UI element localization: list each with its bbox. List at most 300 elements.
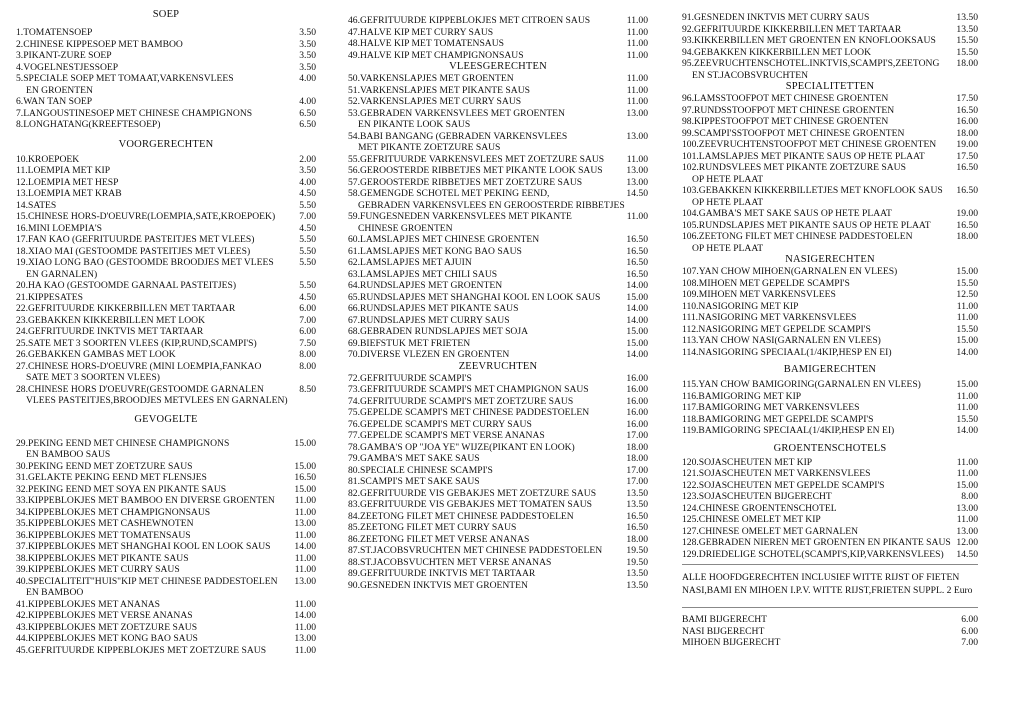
menu-column-2 [348,0,648,591]
dish-price: 13.00 [956,525,978,537]
dish-name: 112.NASIGORING MET GEPELDE SCAMPI'S [682,323,871,335]
menu-item [348,557,648,569]
dish-name: 88.ST.JACOBSVUCHTEN MET VERSE ANANAS [348,556,552,568]
menu-item [16,633,316,645]
dish-name: 10.KROEPOEK [16,153,80,165]
dish-price: 18.00 [956,127,978,139]
dish-price: 16.50 [294,472,316,483]
dish-name: 106.ZEETONG FILET MET CHINESE PADDESTOELEN [682,231,913,242]
menu-item [16,576,316,588]
dish-price: 11.00 [626,96,648,107]
dish-price: 3.50 [299,165,316,176]
dish-name: 57.GEROOSTERDE RIBBETJES MET ZOETZURE SAUS [348,176,583,188]
dish-name: 14.SATES [16,199,57,211]
menu-item [16,495,316,507]
dish-name: 93.KIKKERBILLEN MET GROENTEN EN KNOFLOOKSAUS [682,35,936,46]
dish-name: 65.RUNDSLAPJES MET SHANGHAI KOOL EN LOOK SAUS [348,291,601,303]
menu-item [348,38,648,50]
dish-name: 6.WAN TAN SOEP [16,96,93,107]
dish-name: 50.VARKENSLAPJES MET GROENTEN [348,73,514,84]
menu-item [16,461,316,473]
menu-item [16,472,316,484]
dish-price: 14.00 [626,303,648,314]
menu-column-3 [682,0,978,649]
dish-price: 16.50 [626,510,648,522]
dish-price: 11.00 [626,38,648,49]
menu-item [16,39,316,51]
menu-item [348,303,648,315]
dish-price: 11.00 [956,468,978,479]
dish-price: 17.50 [956,150,978,162]
dish-name: 34.KIPPEBLOKJES MET CHAMPIGNONSAUS [16,506,211,518]
dish-name: 40.SPECIALITEIT"HUIS"KIP MET CHINESE PADDESTOELEN [16,575,278,587]
dish-price: 6.50 [299,107,316,119]
dish-price: 15.50 [956,413,978,425]
dish-name: 11.LOEMPIA MET KIP [16,165,111,176]
menu-item [348,131,648,143]
menu-item-continuation [682,174,978,186]
dish-price: 13.50 [626,568,648,579]
spacer [348,0,648,15]
dish-name: 100.ZEEVRUCHTENSTOOFPOT MET CHINESE GROENTEN [682,139,937,150]
menu-item [16,564,316,576]
dish-name: 68.GEBRADEN RUNDSLAPJES MET SOJA [348,326,528,337]
dish-price: 13.50 [626,579,648,591]
dish-name: 35.KIPPEBLOKJES MET CASHEWNOTEN [16,518,194,529]
menu-item [682,278,978,290]
menu-item [348,465,648,477]
menu-item [16,257,316,269]
dish-price: 13.00 [294,575,316,587]
menu-item-continuation [348,200,648,212]
dish-name: 105.RUNDSLAPJES MET PIKANTE SAUS OP HETE PLAAT [682,219,931,231]
menu-item [348,453,648,465]
dish-name: OP HETE PLAAT [692,242,764,254]
dish-name: 26.GEBAKKEN GAMBAS MET LOOK [16,349,176,360]
dish-name: 22.GEFRITUURDE KIKKERBILLEN MET TARTAAR [16,303,236,314]
menu-item [682,457,978,469]
menu-item [16,553,316,565]
dish-name: 70.DIVERSE VLEZEN EN GROENTEN [348,349,510,360]
dish-name: 16.MINI LOEMPIA'S [16,222,102,234]
menu-item [348,534,648,546]
dish-name: 18.XIAO MAI (GESTOOMDE PASTEITJES MET VLEES) [16,245,251,257]
spacer [682,597,978,603]
menu-item [348,27,648,39]
menu-item [16,223,316,235]
dish-name: 87.ST.JACOBSVRUCHTEN MET CHINESE PADDESTOELEN [348,545,603,556]
dish-name: EN BAMBOO SAUS [26,449,111,460]
section-heading: SPECIALITETTEN [785,81,875,92]
dish-price: 19.00 [956,139,978,150]
dish-price: 14.50 [626,188,648,199]
menu-item [348,257,648,269]
dish-name: 23.GEBAKKEN KIKKERBILLEN MET LOOK [16,314,206,326]
dish-name: 107.YAN CHOW MIHOEN(GARNALEN EN VLEES) [682,266,898,277]
dish-name: 127.CHINESE OMELET MET GARNALEN [682,525,859,537]
dish-name: OP HETE PLAAT [692,196,764,208]
dish-name: 77.GEPELDE SCAMPI'S MET VERSE ANANAS [348,430,545,441]
spacer [16,426,316,438]
menu-item [16,73,316,85]
dish-price: 16.50 [626,268,648,280]
divider [682,564,978,565]
spacer [16,0,316,9]
dish-price: 16.50 [956,162,978,173]
dish-name: 74.GEFRITUURDE SCAMPI'S MET ZOETZURE SAUS [348,395,574,407]
dish-name: 124.CHINESE GROENTENSCHOTEL [682,502,837,514]
dish-price: 18.00 [956,58,978,69]
dish-price: 13.50 [626,499,648,510]
dish-name: 73.GEFRITUURDE SCAMPI'S MET CHAMPIGNON SAUS [348,384,589,395]
menu-item [16,622,316,634]
dish-name: GEBRADEN VARKENSVLEES EN GEROOSTERDE RIBBETJES [358,199,625,211]
dish-name: 37.KIPPEBLOKJES MET SHANGHAI KOOL EN LOOK SAUS [16,541,271,552]
dish-price: 8.00 [961,491,978,502]
dish-price: 13.00 [294,518,316,529]
dish-name: 90.GESNEDEN INKTVIS MET GROENTEN [348,579,528,591]
dish-name: 111.NASIGORING MET VARKENSVLEES [682,312,857,323]
dish-price: 15.00 [626,337,648,349]
dish-name: 60.LAMSLAPJES MET CHINESE GROENTEN [348,234,540,245]
menu-item [682,614,978,626]
dish-price: 11.00 [626,26,648,38]
menu-item [682,289,978,301]
dish-price: 17.00 [626,430,648,441]
dish-price: 11.00 [626,73,648,84]
menu-item [16,62,316,74]
menu-item [16,188,316,200]
menu-item-continuation [682,243,978,255]
dish-name: 36.KIPPEBLOKJES MET TOMATENSAUS [16,529,191,541]
dish-name: 47.HALVE KIP MET CURRY SAUS [348,26,494,38]
dish-price: 13.00 [956,502,978,514]
menu-item [348,177,648,189]
menu-item [348,488,648,500]
dish-name: 84.ZEETONG FILET MET CHINESE PADDESTOELEN [348,510,574,522]
dish-name: 7.LANGOUSTINESOEP MET CHINESE CHAMPIGNONS [16,107,253,119]
dish-price: 13.50 [626,487,648,499]
spacer [16,131,316,139]
dish-name: BAMI BIJGERECHT [682,614,768,625]
menu-item [348,580,648,592]
dish-price: 15.50 [956,323,978,335]
dish-name: 31.GELAKTE PEKING EEND MET FLENSJES [16,472,207,483]
dish-name: 78.GAMBA'S OP "JOA YE" WIJZE(PIKANT EN LOOK) [348,441,575,453]
dish-price: 5.50 [299,280,316,291]
menu-item [16,326,316,338]
dish-price: 13.00 [294,633,316,644]
dish-price: 6.00 [299,303,316,314]
dish-price: 6.50 [299,119,316,130]
menu-item [348,154,648,166]
dish-name: 66.RUNDSLAPJES MET PIKANTE SAUS [348,303,519,314]
dish-price: 16.50 [626,234,648,245]
dish-price: 7.50 [299,337,316,349]
dish-name: 53.GEBRADEN VARKENSVLEES MET GROENTEN [348,107,565,119]
dish-name: 56.GEROOSTERDE RIBBETJES MET PIKANTE LOOK SAUS [348,165,603,176]
dish-price: 3.50 [299,38,316,50]
section-heading: VOORGERECHTEN [118,138,214,150]
dish-name: 69.BIEFSTUK MET FRIETEN [348,337,471,349]
dish-name: 94.GEBAKKEN KIKKERBILLEN MET LOOK [682,46,872,58]
menu-item [682,425,978,437]
menu-item [682,301,978,313]
dish-price: 17.50 [956,93,978,104]
menu-item [16,165,316,177]
menu-column-1 [16,0,316,656]
menu-item [16,108,316,120]
menu-item-continuation [16,587,316,599]
dish-price: 11.00 [294,506,316,518]
menu-item [682,185,978,197]
menu-item [16,96,316,108]
dish-name: 62.LAMSLAPJES MET AJUIN [348,257,472,268]
dish-name: 128.GEBRADEN NIEREN MET GROENTEN EN PIKANTE SAUS [682,537,951,548]
menu-item [348,108,648,120]
dish-name: 85.ZEETONG FILET MET CURRY SAUS [348,522,517,533]
dish-name: 30.PEKING EEND MET ZOETZURE SAUS [16,460,193,472]
menu-item [348,165,648,177]
dish-name: 55.GEFRITUURDE VARKENSVLEES MET ZOETZURE SAUS [348,153,605,165]
menu-item-continuation [348,119,648,131]
dish-price: 11.00 [294,564,316,575]
dish-price: 14.00 [956,346,978,358]
menu-item [682,379,978,391]
dish-name: 125.CHINESE OMELET MET KIP [682,514,821,525]
menu-item [348,50,648,62]
dish-price: 11.00 [294,495,316,506]
dish-name: 86.ZEETONG FILET MET VERSE ANANAS [348,533,530,545]
dish-name: EN BAMBOO [26,587,84,598]
dish-price: 14.00 [956,425,978,436]
menu-item [348,407,648,419]
dish-name: 76.GEPELDE SCAMPI'S MET CURRY SAUS [348,418,532,430]
menu-item [16,384,316,396]
dish-price: 6.00 [961,625,978,637]
menu-item [348,373,648,385]
menu-item [682,162,978,174]
menu-item [16,119,316,131]
menu-item [682,347,978,359]
dish-price: 15.50 [956,277,978,289]
spacer [682,0,978,12]
menu-item [16,541,316,553]
dish-price: 11.00 [626,211,648,222]
menu-item [682,480,978,492]
section-heading: GEVOGELTE [134,413,198,425]
dish-price: 14.00 [294,541,316,552]
dish-price: 18.00 [956,231,978,242]
menu-item [682,128,978,140]
dish-price: 11.00 [294,644,316,656]
dish-name: 12.LOEMPIA MET HESP [16,176,119,188]
menu-item [348,568,648,580]
dish-name: 24.GEFRITUURDE INKTVIS MET TARTAAR [16,326,204,337]
dish-price: 15.00 [956,266,978,277]
dish-name: 45.GEFRITUURDE KIPPEBLOKJES MET ZOETZURE SAUS [16,644,267,656]
dish-name: 15.CHINESE HORS-D'OEUVRE(LOEMPIA,SATE,KROEPOEK) [16,211,276,222]
dish-price: 14.00 [626,314,648,326]
dish-name: 75.GEPELDE SCAMPI'S MET CHINESE PADDESTOELEN [348,407,590,418]
dish-name: 1.TOMATENSOEP [16,27,93,38]
dish-name: 96.LAMSSTOOFPOT MET CHINESE GROENTEN [682,93,889,104]
dish-name: 97.RUNDSSTOOFPOT MET CHINESE GROENTEN [682,104,895,116]
menu-item [348,315,648,327]
menu-item [348,499,648,511]
dish-name: CHINESE GROENTEN [358,222,453,234]
dish-price: 15.00 [294,437,316,449]
menu-item [682,503,978,515]
section-heading: NASIGERECHTEN [785,254,875,265]
menu-item [16,361,316,373]
menu-item [682,549,978,561]
dish-name: 63.LAMSLAPJES MET CHILI SAUS [348,268,498,280]
dish-name: 58.GEMENGDE SCHOTEL MET PEKING EEND, [348,188,550,199]
dish-price: 19.00 [956,208,978,219]
dish-price: 11.00 [294,598,316,610]
divider [682,607,978,608]
section-heading: VLEESGERECHTEN [449,61,547,72]
dish-price: 16.50 [956,104,978,116]
dish-price: 12.00 [956,537,978,548]
dish-name: 121.SOJASCHEUTEN MET VARKENSVLEES [682,468,871,479]
menu-item [348,511,648,523]
menu-item [682,116,978,128]
dish-price: 3.50 [299,50,316,61]
menu-item [16,246,316,258]
dish-name: 122.SOJASCHEUTEN MET GEPELDE SCAMPI'S [682,479,885,491]
dish-name: 20.HA KAO (GESTOOMDE GARNAAL PASTEITJES) [16,280,237,291]
dish-name: EN GROENTEN [26,84,93,96]
menu-item [682,105,978,117]
dish-price: 15.00 [626,291,648,303]
dish-price: 13.00 [626,165,648,176]
section-heading: SOEP [152,9,180,20]
dish-price: 5.50 [299,245,316,257]
dish-price: 16.50 [626,522,648,533]
menu-item [348,73,648,85]
dish-price: 13.00 [626,130,648,142]
menu-item [16,338,316,350]
menu-item-continuation [16,372,316,384]
dish-name: 115.YAN CHOW BAMIGORING(GARNALEN EN VLEES) [682,379,921,390]
dish-price: 15.00 [294,483,316,495]
dish-name: 17.FAN KAO (GEFRITUURDE PASTEITJES MET VLEES) [16,234,255,245]
dish-name: SATE MET 3 SOORTEN VLEES) [26,372,160,383]
menu-item [682,514,978,526]
menu-note: ALLE HOOFDGERECHTEN INCLUSIEF WITTE RIJST OF FIETEN [682,572,960,583]
dish-name: 4.VOGELNESTJESSOEP [16,61,119,73]
menu-item [348,326,648,338]
dish-price: 3.50 [299,27,316,38]
dish-price: 5.50 [299,199,316,211]
dish-name: 98.KIPPESTOOFPOT MET CHINESE GROENTEN [682,116,889,127]
dish-price: 14.00 [294,610,316,621]
menu-item [682,537,978,549]
dish-price: 8.50 [299,383,316,395]
section-heading: BAMIGERECHTEN [783,364,877,375]
dish-price: 6.00 [299,326,316,337]
dish-name: 83.GEFRITUURDE VIS GEBAKJES MET TOMATEN SAUS [348,499,592,510]
dish-price: 11.00 [956,390,978,402]
dish-name: 91.GESNEDEN INKTVIS MET CURRY SAUS [682,12,870,23]
dish-name: EN PIKANTE LOOK SAUS [358,119,471,130]
menu-item [16,645,316,657]
dish-name: 67.RUNDSLAPJES MET CURRY SAUS [348,314,510,326]
dish-price: 15.00 [956,379,978,390]
menu-item [682,526,978,538]
dish-name: 64.RUNDSLAPJES MET GROENTEN [348,280,503,291]
menu-item [682,391,978,403]
dish-name: EN GARNALEN) [26,268,98,280]
dish-name: 118.BAMIGORING MET GEPELDE SCAMPI'S [682,413,874,425]
menu-item [682,139,978,151]
menu-item-continuation [16,85,316,97]
dish-name: 42.KIPPEBLOKJES MET VERSE ANANAS [16,610,193,621]
dish-name: 52.VARKENSLAPJES MET CURRY SAUS [348,96,522,107]
dish-name: 104.GAMBA'S MET SAKE SAUS OP HETE PLAAT [682,208,892,219]
dish-price: 8.00 [299,360,316,372]
menu-item [682,402,978,414]
dish-name: 49.HALVE KIP MET CHAMPIGNONSAUS [348,49,524,61]
dish-name: 80.SPECIALE CHINESE SCAMPI'S [348,464,493,476]
dish-price: 14.50 [956,548,978,560]
dish-price: 11.00 [294,621,316,633]
dish-price: 15.00 [956,479,978,491]
dish-price: 3.50 [299,61,316,73]
dish-name: 13.LOEMPIA MET KRAB [16,188,122,199]
dish-name: 113.YAN CHOW NASI(GARNALEN EN VLEES) [682,335,881,346]
dish-price: 16.50 [626,257,648,268]
menu-item [16,438,316,450]
dish-name: 33.KIPPEBLOKJES MET BAMBOO EN DIVERSE GROENTEN [16,495,275,506]
dish-name: 92.GEFRITUURDE KIKKERBILLEN MET TARTAAR [682,23,902,35]
dish-name: 59.FUNGESNEDEN VARKENSVLEES MET PIKANTE [348,211,572,222]
menu-item [682,312,978,324]
menu-item [348,338,648,350]
dish-name: NASI BIJGERECHT [682,625,765,637]
menu-item-continuation [16,269,316,281]
menu-item [16,315,316,327]
dish-price: 4.00 [299,73,316,84]
menu-item [682,324,978,336]
dish-price: 14.00 [626,280,648,291]
menu-item [682,626,978,638]
menu-item [348,246,648,258]
dish-price: 16.00 [626,372,648,384]
menu-item [16,50,316,62]
menu-item [682,637,978,649]
dish-price: 4.50 [299,291,316,303]
dish-price: 17.00 [626,464,648,476]
dish-price: 4.50 [299,188,316,199]
menu-item [682,208,978,220]
dish-name: 5.SPECIALE SOEP MET TOMAAT,VARKENSVLEES [16,73,234,84]
dish-name: 39.KIPPEBLOKJES MET CURRY SAUS [16,564,180,575]
menu-item [682,468,978,480]
menu-item [348,545,648,557]
menu-item-continuation [348,223,648,235]
menu-item [16,303,316,315]
menu-item [348,384,648,396]
dish-name: 108.MIHOEN MET GEPELDE SCAMPI'S [682,277,850,289]
dish-name: 103.GEBAKKEN KIKKERBILLETJES MET KNOFLOOK SAUS [682,185,943,196]
dish-price: 11.00 [294,552,316,564]
menu-item [16,154,316,166]
menu-item-continuation [16,449,316,461]
dish-price: 16.00 [626,418,648,430]
